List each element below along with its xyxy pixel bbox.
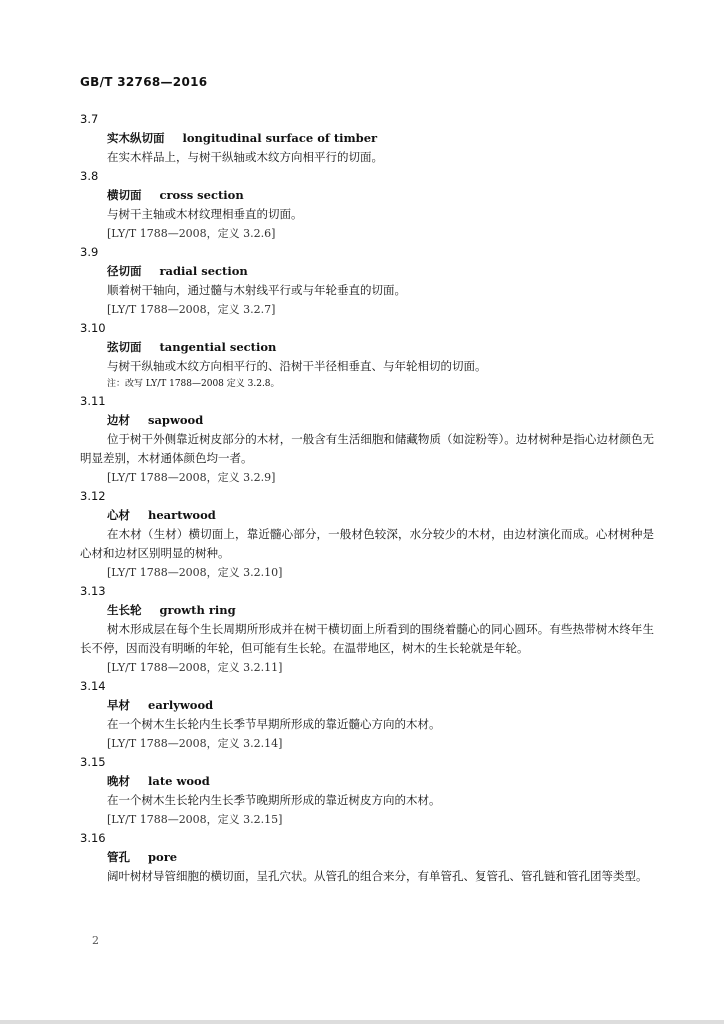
term-definition: 在木材（生材）横切面上，靠近髓心部分，一般材色较深，水分较少的木材，由边材演化而成。心材树种是心材和边材区别明显的树种。 (80, 527, 654, 560)
term-definition: 与树干主轴或木材纹理相垂直的切面。 (107, 207, 303, 221)
term-entry (80, 110, 654, 167)
term-en: heartwood (148, 508, 216, 522)
term-heading (80, 506, 654, 525)
term-entry (80, 582, 654, 677)
term-heading (80, 129, 654, 148)
term-entry (80, 829, 654, 886)
term-source: [LY/T 1788—2008，定义 3.2.14] (107, 737, 283, 750)
term-heading (80, 262, 654, 281)
term-source: [LY/T 1788—2008，定义 3.2.9] (107, 471, 276, 484)
term-number: 3.16 (80, 831, 106, 845)
term-en: earlywood (148, 698, 214, 712)
term-definition: 位于树干外侧靠近树皮部分的木材，一般含有生活细胞和储藏物质（如淀粉等）。边材树种是指心边材颜色无明显差别，木材通体颜色均一者。 (80, 432, 654, 465)
term-source: [LY/T 1788—2008，定义 3.2.11] (107, 661, 283, 674)
term-heading (80, 601, 654, 620)
term-heading (80, 848, 654, 867)
term-heading (80, 411, 654, 430)
term-source: [LY/T 1788—2008，定义 3.2.7] (107, 303, 276, 316)
term-definition: 在实木样品上，与树干纵轴或木纹方向相平行的切面。 (107, 150, 383, 164)
term-en: tangential section (159, 340, 277, 354)
term-zh: 生长轮 (107, 603, 142, 617)
term-en: longitudinal surface of timber (182, 131, 378, 145)
term-entry (80, 392, 654, 487)
term-number: 3.14 (80, 679, 106, 693)
term-number: 3.15 (80, 755, 106, 769)
term-zh: 横切面 (107, 188, 142, 202)
term-en: pore (148, 850, 178, 864)
term-number: 3.10 (80, 321, 106, 335)
term-number: 3.7 (80, 112, 99, 126)
term-zh: 边材 (107, 413, 130, 427)
term-number: 3.11 (80, 394, 106, 408)
term-en: sapwood (148, 413, 204, 427)
term-en: cross section (159, 188, 244, 202)
term-entry (80, 167, 654, 243)
terms-list (80, 110, 654, 886)
page-bottom-edge (0, 1020, 724, 1024)
term-definition: 顺着树干轴向，通过髓与木射线平行或与年轮垂直的切面。 (107, 283, 406, 297)
term-en: late wood (148, 774, 210, 788)
term-heading (80, 696, 654, 715)
term-entry (80, 677, 654, 753)
term-number: 3.13 (80, 584, 106, 598)
term-number: 3.9 (80, 245, 99, 259)
term-definition: 与树干纵轴或木纹方向相平行的、沿树干半径相垂直、与年轮相切的切面。 (107, 359, 487, 373)
term-definition: 树木形成层在每个生长周期所形成并在树干横切面上所看到的围绕着髓心的同心圆环。有些热带树木终年生长不停，因而没有明晰的年轮，但可能有生长轮。在温带地区，树木的生长轮就是年轮。 (80, 622, 654, 655)
term-number: 3.12 (80, 489, 106, 503)
term-heading (80, 772, 654, 791)
term-note: 注：改写 LY/T 1788—2008 定义 3.2.8。 (107, 379, 280, 389)
page-number: 2 (92, 934, 99, 947)
term-definition: 在一个树木生长轮内生长季节晚期所形成的靠近树皮方向的木材。 (107, 793, 441, 807)
term-definition: 阔叶树材导管细胞的横切面，呈孔穴状。从管孔的组合来分，有单管孔、复管孔、管孔链和管孔团等类型。 (107, 869, 648, 883)
term-heading (80, 186, 654, 205)
term-zh: 管孔 (107, 850, 130, 864)
term-zh: 弦切面 (107, 340, 142, 354)
term-zh: 早材 (107, 698, 130, 712)
term-source: [LY/T 1788—2008，定义 3.2.6] (107, 227, 276, 240)
term-entry (80, 319, 654, 392)
term-entry (80, 753, 654, 829)
term-en: radial section (159, 264, 248, 278)
term-number: 3.8 (80, 169, 99, 183)
term-zh: 径切面 (107, 264, 142, 278)
document-code: GB/T 32768—2016 (80, 75, 208, 89)
term-entry (80, 487, 654, 582)
term-heading (80, 338, 654, 357)
term-definition: 在一个树木生长轮内生长季节早期所形成的靠近髓心方向的木材。 (107, 717, 441, 731)
term-zh: 实木纵切面 (107, 131, 165, 145)
term-zh: 心材 (107, 508, 130, 522)
term-source: [LY/T 1788—2008，定义 3.2.10] (107, 566, 283, 579)
term-entry (80, 243, 654, 319)
term-zh: 晚材 (107, 774, 130, 788)
term-source: [LY/T 1788—2008，定义 3.2.15] (107, 813, 283, 826)
term-en: growth ring (159, 603, 236, 617)
